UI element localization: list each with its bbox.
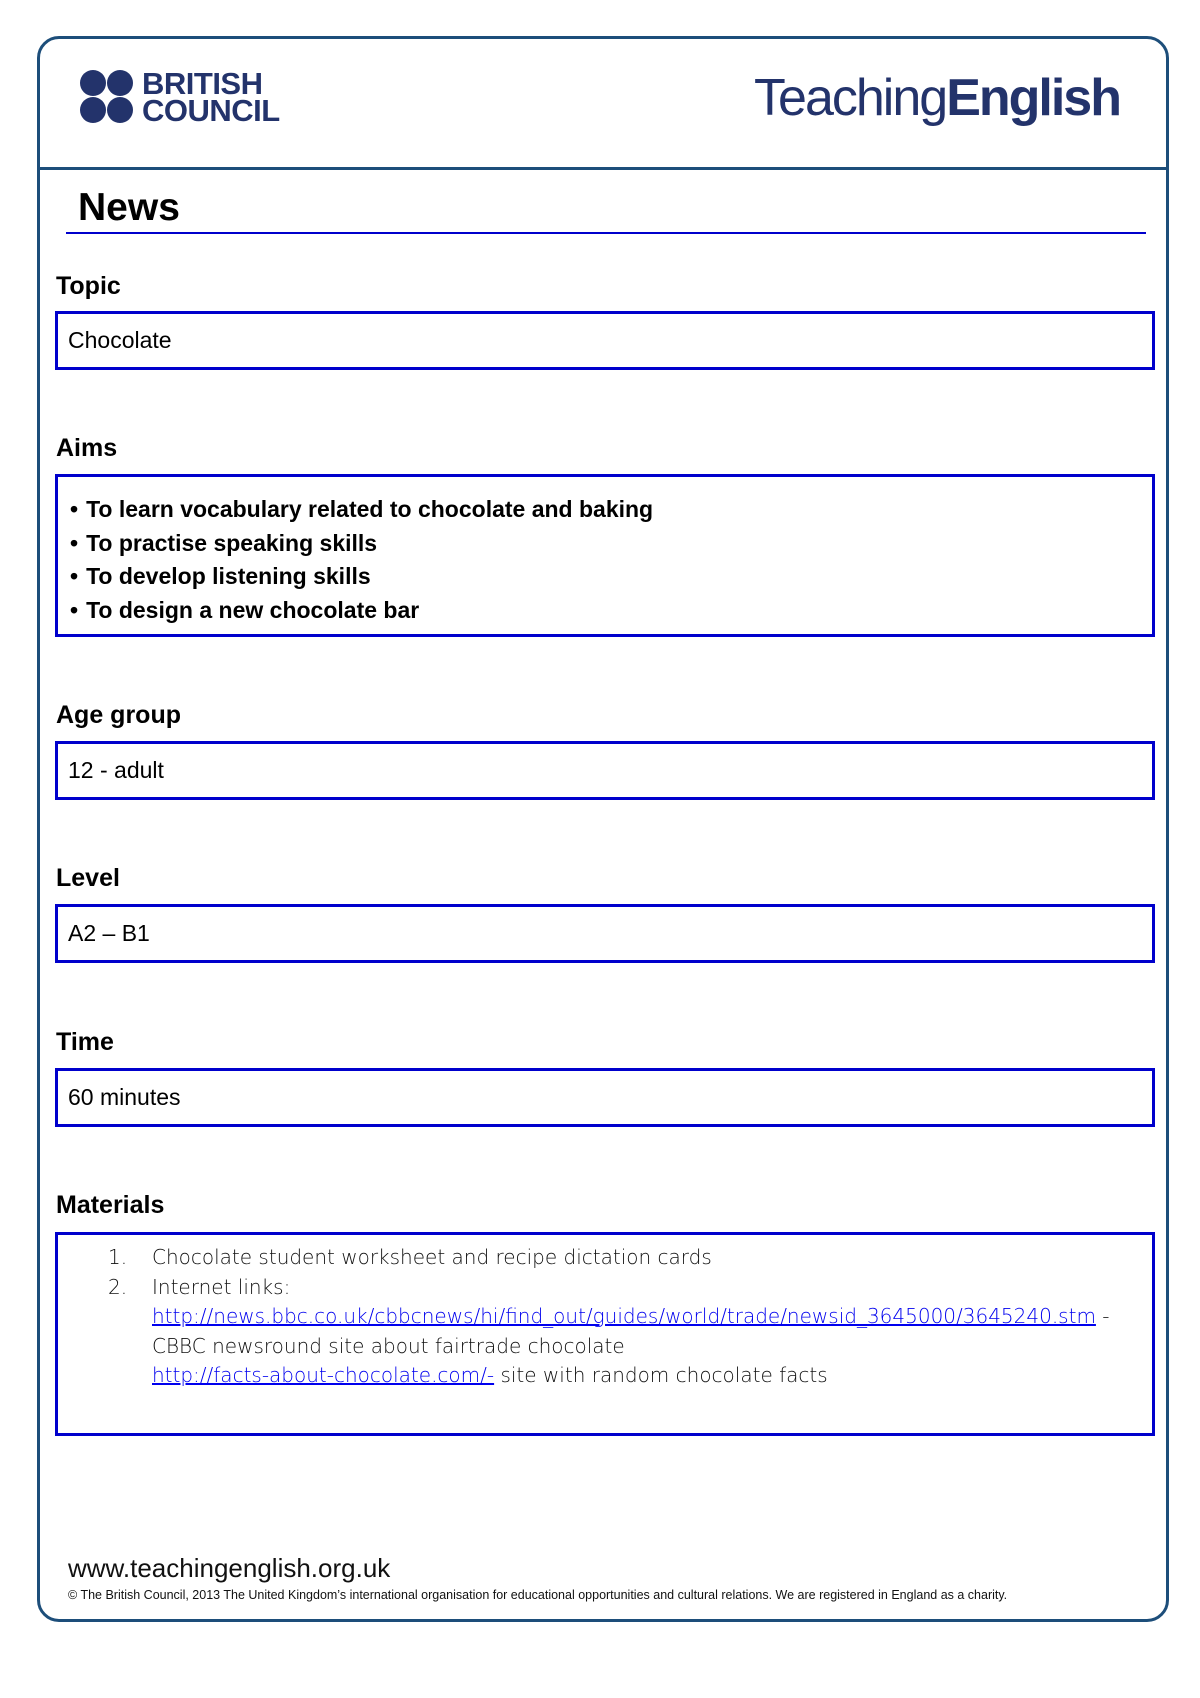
british-council-dots-icon [80,70,134,124]
title-underline [66,232,1146,234]
level-value: A2 – B1 [68,920,150,946]
aims-list [58,477,1152,627]
page-title: News [78,186,180,229]
aims-item: • To develop listening skills [70,560,1152,594]
materials-box [55,1232,1155,1436]
aims-label: Aims [56,434,118,462]
british-council-logo [80,66,280,128]
materials-label: Materials [56,1191,165,1219]
age-group-box [55,741,1155,800]
british-council-wordmark: BRITISH COUNCIL [142,66,280,128]
level-label: Level [56,864,120,892]
topic-box [55,311,1155,370]
aims-box [55,474,1155,637]
aims-item: • To learn vocabulary related to chocolate and baking [70,493,1152,527]
chocolate-facts-link[interactable]: http://facts-about-chocolate.com/- [152,1363,495,1387]
age-group-value: 12 - adult [68,757,164,783]
aims-item: • To practise speaking skills [70,527,1152,561]
materials-item-number: 1. [108,1245,128,1269]
teaching-english-logo: TeachingEnglish [754,69,1120,127]
aims-item: • To design a new chocolate bar [70,594,1152,628]
topic-value: Chocolate [68,327,172,353]
time-value: 60 minutes [68,1084,181,1110]
age-group-label: Age group [56,701,181,729]
materials-item-number: 2. [108,1274,128,1299]
topic-label: Topic [56,272,121,300]
time-box [55,1068,1155,1127]
materials-item: 2. Internet links: http://news.bbc.co.uk/cbbcnews/hi/find_out/guides/world/trade/newsid_3645000/3645240.stm - CBBC newsround site about fairtrade chocolate http://facts-about-chocolate.com/- site with random chocolate facts [108,1274,1110,1387]
footer-website-url: www.teachingenglish.org.uk [68,1553,391,1583]
time-label: Time [56,1028,114,1056]
level-box [55,904,1155,963]
materials-item: 1. Chocolate student worksheet and recipe dictation cards [68,1243,1144,1273]
bbc-link-description: - CBBC newsround site about fairtrade chocolate [152,1304,1110,1358]
facts-link-description: site with random chocolate facts [494,1363,828,1387]
footer-copyright: © The British Council, 2013 The United Kingdom’s international organisation for educational opportunities and cultural relations. We are registered in England as a charity. [68,1588,1008,1602]
header-divider [37,167,1169,170]
bbc-newsround-link[interactable]: http://news.bbc.co.uk/cbbcnews/hi/find_out/guides/world/trade/newsid_3645000/3645240.stm [152,1304,1096,1328]
